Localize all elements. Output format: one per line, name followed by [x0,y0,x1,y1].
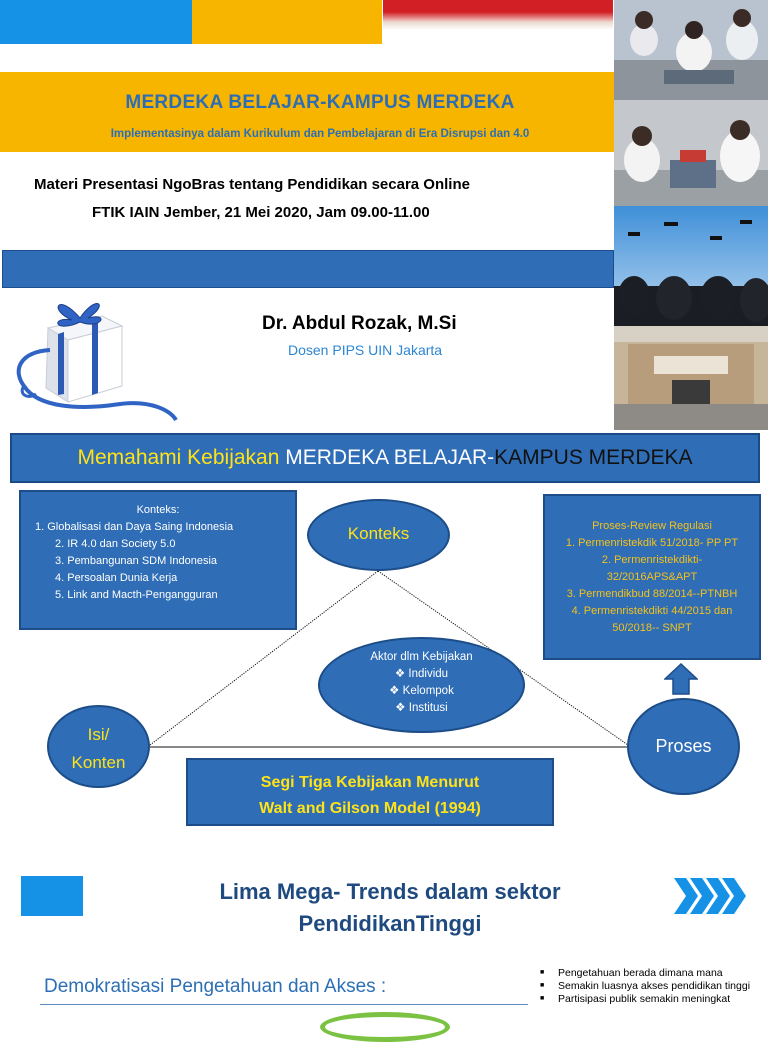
slide3-underline [40,1004,528,1005]
proses-review-line: 3. Permendikbud 88/2014--PTNBH [566,588,738,600]
konteks-item: 3. Pembangunan SDM Indonesia [55,555,218,567]
konteks-item: 1. Globalisasi dan Daya Saing Indonesia [35,521,234,533]
segi-line1: Segi Tiga Kebijakan Menurut [260,774,480,791]
konteks-item: 5. Link and Macth-Pengangguran [55,589,218,601]
isi-oval-line1: Isi/ [87,725,110,744]
isi-oval-line2: Konten [71,753,126,772]
proses-oval [627,698,740,795]
segi-line2: Walt and Gilson Model (1994) [259,800,481,817]
list-item: ■ Pengetahuan berada dimana mana [538,967,764,979]
slide2-title-part3: KAMPUS MERDEKA [494,446,693,469]
aktor-item: ❖ Individu [394,668,449,680]
proses-review-line: 32/2016APS&APT [606,571,698,583]
list-item: ■ Partisipasi publik semakin meningkat [538,993,764,1005]
speaker-role: Dosen PIPS UIN Jakarta [288,342,443,358]
green-circle-shape [320,1012,450,1042]
isi-konten-oval [47,705,150,788]
slide2-title-part2: MERDEKA BELAJAR- [285,446,495,469]
proses-review-heading: Proses-Review Regulasi [592,520,712,532]
konteks-box [19,490,297,630]
speaker-name: Dr. Abdul Rozak, M.Si [262,313,457,334]
presentation-info-line-1: Materi Presentasi NgoBras tentang Pendidikan secara Online [34,176,470,193]
konteks-item: 4. Persoalan Dunia Kerja [55,572,178,584]
slide1-title: MERDEKA BELAJAR-KAMPUS MERDEKA [125,92,515,113]
list-item: ■ Semakin luasnya akses pendidikan tinggi [538,980,764,992]
segi-tiga-box [186,758,554,826]
slide2-title [10,446,760,470]
proses-review-box [543,494,761,660]
slide3-title-line1: Lima Mega- Trends dalam sektor [219,879,561,904]
konteks-item: 2. IR 4.0 dan Society 5.0 [55,538,176,550]
konteks-oval [307,499,450,571]
chevrons-right-icon [672,876,748,916]
slide2-title-part1: Memahami Kebijakan [77,446,286,469]
proses-review-line: 4. Permenristekdikti 44/2015 dan [571,605,733,617]
aktor-oval [318,637,525,733]
up-arrow-icon [664,663,698,695]
konteks-oval-label: Konteks [347,524,410,543]
slide1-subtitle: Implementasinya dalam Kurikulum dan Pembelajaran di Era Disrupsi dan 4.0 [110,128,530,140]
aktor-item: ❖ Institusi [395,702,448,714]
presentation-info-line-2: FTIK IAIN Jember, 21 Mei 2020, Jam 09.00-11.00 [92,204,430,221]
slide3-bullet-list [538,967,764,1006]
slide3-accent-square [21,876,83,916]
proses-review-line: 1. Permenristekdik 51/2018- PP PT [565,537,739,549]
proses-review-line: 2. Permenristekdikti- [601,554,703,566]
aktor-item: ❖ Kelompok [389,685,454,697]
proses-review-line: 50/2018-- SNPT [612,622,692,634]
slide3-title-line2: PendidikanTinggi [298,911,482,936]
aktor-heading: Aktor dlm Kebijakan [370,651,473,663]
slide3-subheading: Demokratisasi Pengetahuan dan Akses : [44,976,387,997]
konteks-heading: Konteks: [136,504,180,516]
proses-oval-label: Proses [655,736,712,756]
